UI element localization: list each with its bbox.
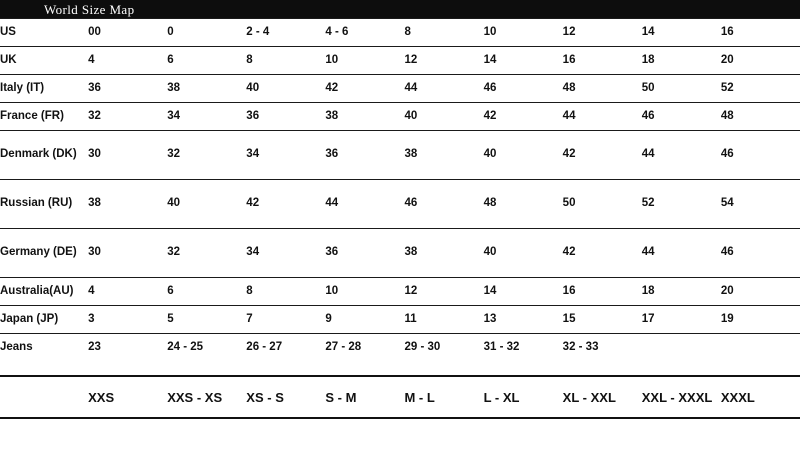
page-title: World Size Map xyxy=(44,1,135,17)
cell: 46 xyxy=(720,148,734,161)
cell: 10 xyxy=(483,25,497,38)
footer-gap xyxy=(0,361,800,375)
row-region-label: Australia(AU) xyxy=(0,284,74,297)
cell: 16 xyxy=(562,284,576,297)
table-row xyxy=(0,180,800,228)
table-row xyxy=(0,19,800,46)
cell: 36 xyxy=(325,246,339,259)
row-region-label: UK xyxy=(0,53,17,66)
cell: 48 xyxy=(720,109,734,122)
cell: 8 xyxy=(404,25,411,38)
cell: 5 xyxy=(167,312,174,325)
cell: 12 xyxy=(404,284,418,297)
cell: 32 - 33 xyxy=(562,340,599,353)
row-region-label: US xyxy=(0,25,16,38)
row-region-label: France (FR) xyxy=(0,109,64,122)
cell: 14 xyxy=(483,284,497,297)
cell: 54 xyxy=(720,197,734,210)
cell: 40 xyxy=(483,246,497,259)
row-region-label: Italy (IT) xyxy=(0,81,45,94)
cell: 38 xyxy=(167,81,180,94)
cell: 7 xyxy=(246,312,253,325)
table-row xyxy=(0,229,800,277)
cell: 0 xyxy=(167,25,174,38)
cell: 10 xyxy=(325,284,339,297)
cell: 29 - 30 xyxy=(404,340,441,353)
cell: 36 xyxy=(88,81,101,94)
cell xyxy=(721,334,800,361)
size-label: XXL - XXXL xyxy=(641,389,713,405)
table-row xyxy=(0,131,800,179)
cell: 44 xyxy=(325,197,339,210)
size-label: XXS - XS xyxy=(167,389,223,405)
cell: 44 xyxy=(562,109,576,122)
cell: 32 xyxy=(167,246,180,259)
cell: 4 - 6 xyxy=(325,25,349,38)
cell: 9 xyxy=(325,312,332,325)
cell: 52 xyxy=(641,197,655,210)
cell: 6 xyxy=(167,284,174,297)
cell: 40 xyxy=(404,109,418,122)
cell: 3 xyxy=(88,312,95,325)
cell: 26 - 27 xyxy=(246,340,283,353)
cell: 42 xyxy=(325,81,339,94)
size-label: XXS xyxy=(88,389,115,405)
cell: 48 xyxy=(483,197,497,210)
table-row xyxy=(0,278,800,305)
cell: 00 xyxy=(88,25,101,38)
table-row xyxy=(0,47,800,74)
cell: 18 xyxy=(641,284,655,297)
cell: 14 xyxy=(483,53,497,66)
cell: 52 xyxy=(720,81,734,94)
cell: 13 xyxy=(483,312,497,325)
cell: 20 xyxy=(720,284,734,297)
size-label: M - L xyxy=(404,389,435,405)
footer-corner xyxy=(0,377,88,417)
cell: 24 - 25 xyxy=(167,340,204,353)
size-label: L - XL xyxy=(483,389,520,405)
cell: 11 xyxy=(404,312,417,325)
cell: 31 - 32 xyxy=(483,340,520,353)
title-bar xyxy=(0,0,800,18)
cell: 46 xyxy=(641,109,655,122)
cell: 34 xyxy=(246,148,260,161)
cell: 42 xyxy=(562,148,576,161)
cell: 44 xyxy=(641,148,655,161)
cell: 42 xyxy=(562,246,576,259)
table-row xyxy=(0,306,800,333)
cell: 42 xyxy=(246,197,260,210)
size-label: S - M xyxy=(325,389,357,405)
cell: 46 xyxy=(404,197,418,210)
cell: 10 xyxy=(325,53,339,66)
row-region-label: Germany (DE) xyxy=(0,246,77,259)
cell: 40 xyxy=(483,148,497,161)
cell: 36 xyxy=(325,148,339,161)
cell: 15 xyxy=(562,312,576,325)
cell: 38 xyxy=(325,109,339,122)
table-row xyxy=(0,75,800,102)
cell: 38 xyxy=(404,246,418,259)
cell: 19 xyxy=(720,312,734,325)
cell: 46 xyxy=(483,81,497,94)
cell: 40 xyxy=(167,197,180,210)
cell: 42 xyxy=(483,109,497,122)
cell: 36 xyxy=(246,109,260,122)
cell: 16 xyxy=(720,25,734,38)
cell: 12 xyxy=(404,53,418,66)
cell: 50 xyxy=(641,81,655,94)
size-label: XL - XXL xyxy=(562,389,616,405)
cell: 16 xyxy=(562,53,576,66)
cell xyxy=(642,334,721,361)
table-row xyxy=(0,334,800,361)
size-label: XXXL xyxy=(720,389,755,405)
cell: 8 xyxy=(246,284,253,297)
cell: 44 xyxy=(404,81,418,94)
table-row xyxy=(0,103,800,130)
cell: 32 xyxy=(88,109,101,122)
cell: 34 xyxy=(167,109,180,122)
cell: 50 xyxy=(562,197,576,210)
cell: 20 xyxy=(720,53,734,66)
cell: 38 xyxy=(404,148,418,161)
size-table xyxy=(0,19,800,361)
cell: 17 xyxy=(641,312,655,325)
row-region-label: Jeans xyxy=(0,340,33,353)
cell: 12 xyxy=(562,25,576,38)
size-label-row xyxy=(0,377,800,417)
row-region-label: Denmark (DK) xyxy=(0,148,77,161)
cell: 40 xyxy=(246,81,260,94)
cell: 30 xyxy=(88,148,101,161)
cell: 38 xyxy=(88,197,101,210)
cell: 44 xyxy=(641,246,655,259)
cell: 4 xyxy=(88,53,95,66)
cell: 34 xyxy=(246,246,260,259)
cell: 32 xyxy=(167,148,180,161)
cell: 4 xyxy=(88,284,95,297)
row-region-label: Russian (RU) xyxy=(0,197,73,210)
cell: 23 xyxy=(88,340,101,353)
cell: 18 xyxy=(641,53,655,66)
cell: 2 - 4 xyxy=(246,25,270,38)
cell: 46 xyxy=(720,246,734,259)
size-label: XS - S xyxy=(246,389,284,405)
cell: 48 xyxy=(562,81,576,94)
row-region-label: Japan (JP) xyxy=(0,312,59,325)
cell: 14 xyxy=(641,25,655,38)
cell: 27 - 28 xyxy=(325,340,362,353)
cell: 30 xyxy=(88,246,101,259)
cell: 8 xyxy=(246,53,253,66)
divider-footer-bottom xyxy=(0,417,800,419)
cell: 6 xyxy=(167,53,174,66)
